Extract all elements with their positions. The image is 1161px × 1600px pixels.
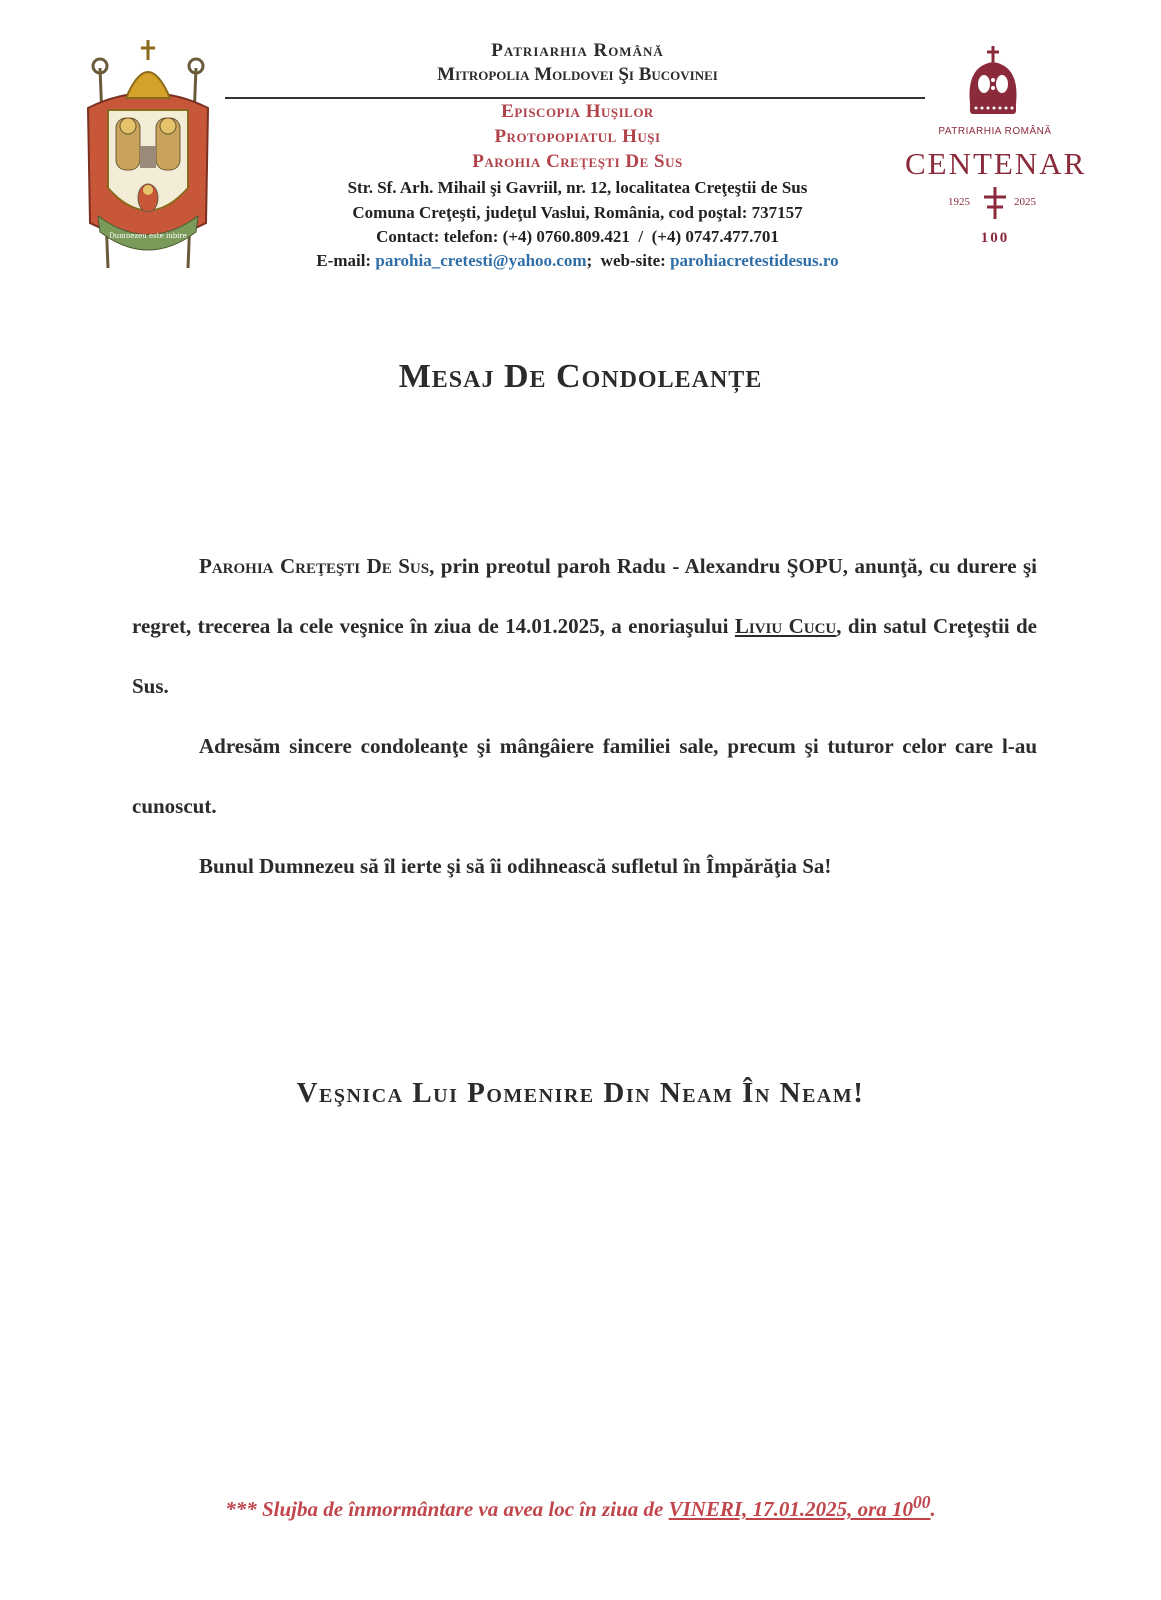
page-title: Mesaj De Condoleanțe <box>398 358 763 395</box>
website-label: web-site: <box>600 251 666 270</box>
header-address-line2: Comuna Creţeşti, judeţul Vaslui, România, cod poştal: 737157 <box>352 203 803 222</box>
centenar-patriarhia: PATRIARHIA ROMÂNĂ <box>938 126 1052 137</box>
contact-label: Contact: telefon: <box>376 227 499 246</box>
email-link[interactable]: parohia_cretesti@yahoo.com <box>375 251 587 270</box>
paragraph-prayer: Bunul Dumnezeu să îl ierte şi să îi odihnească sufletul în Împărăţia Sa! <box>199 854 832 878</box>
centenar-number: 100 <box>980 230 1010 246</box>
phone-1: (+4) 0760.809.421 <box>502 227 630 246</box>
header-episcopia: Episcopia Huşilor <box>501 101 654 122</box>
parish-name: Parohia Creţeşti De Sus <box>199 554 430 578</box>
closing-line: Veşnica Lui Pomenire Din Neam În Neam! <box>296 1077 865 1109</box>
header-email-web: E-mail: parohia_cretesti@yahoo.com; web-site: parohiacretestidesus.ro <box>316 251 839 270</box>
funeral-notice-suffix: . <box>930 1497 936 1521</box>
header-contact <box>225 227 930 247</box>
website-link[interactable]: parohiacretestidesus.ro <box>670 251 839 270</box>
announcement-text-a: , prin preotul paroh Radu - Alexandru ŞOPU, anunţă, cu durere şi regret, trecerea la cele veşnice în ziua de 14.01.2025, a enoriaşului <box>132 554 1037 638</box>
announcement-text-b: , din satul Creţeştii de Sus. <box>132 614 1038 698</box>
centenar-year-end: 2025 <box>1014 196 1036 208</box>
phone-2: (+4) 0747.477.701 <box>651 227 779 246</box>
header-parohia: Parohia Creţeşti De Sus <box>472 151 683 172</box>
centenar-crown-icon <box>962 44 1024 124</box>
funeral-time-minutes: 00 <box>913 1492 931 1512</box>
header-protopopiatul: Protopopiatul Huşi <box>494 126 661 147</box>
header-address-line1: Str. Sf. Arh. Mihail şi Gavriil, nr. 12, localitatea Creţeştii de Sus <box>347 178 808 197</box>
parish-crest-logo <box>78 38 218 276</box>
crest-inscription: Dumnezeu este iubire <box>109 232 187 240</box>
phone-separator: / <box>638 227 644 246</box>
header-mitropolia: Mitropolia Moldovei Şi Bucovinei <box>437 64 718 85</box>
funeral-date: VINERI, 17.01.2025, ora 10 <box>668 1497 914 1521</box>
email-label: E-mail: <box>316 251 372 270</box>
header-divider <box>225 97 925 99</box>
paragraph-announcement <box>132 536 1037 716</box>
centenar-title: CENTENAR <box>905 146 1087 181</box>
paragraph-condolences: Adresăm sincere condoleanţe şi mângâiere familiei sale, precum şi tuturor celor care l-au cunoscut. <box>132 734 1037 818</box>
deceased-name: Liviu Cucu <box>734 614 837 638</box>
centenar-year-start: 1925 <box>948 196 970 208</box>
funeral-notice-prefix: *** Slujba de înmormântare va avea loc în ziua de <box>225 1497 669 1521</box>
funeral-notice <box>0 1492 1161 1522</box>
centenar-cross-icon <box>980 186 1010 220</box>
header-patriarhia: Patriarhia Română <box>491 40 664 61</box>
